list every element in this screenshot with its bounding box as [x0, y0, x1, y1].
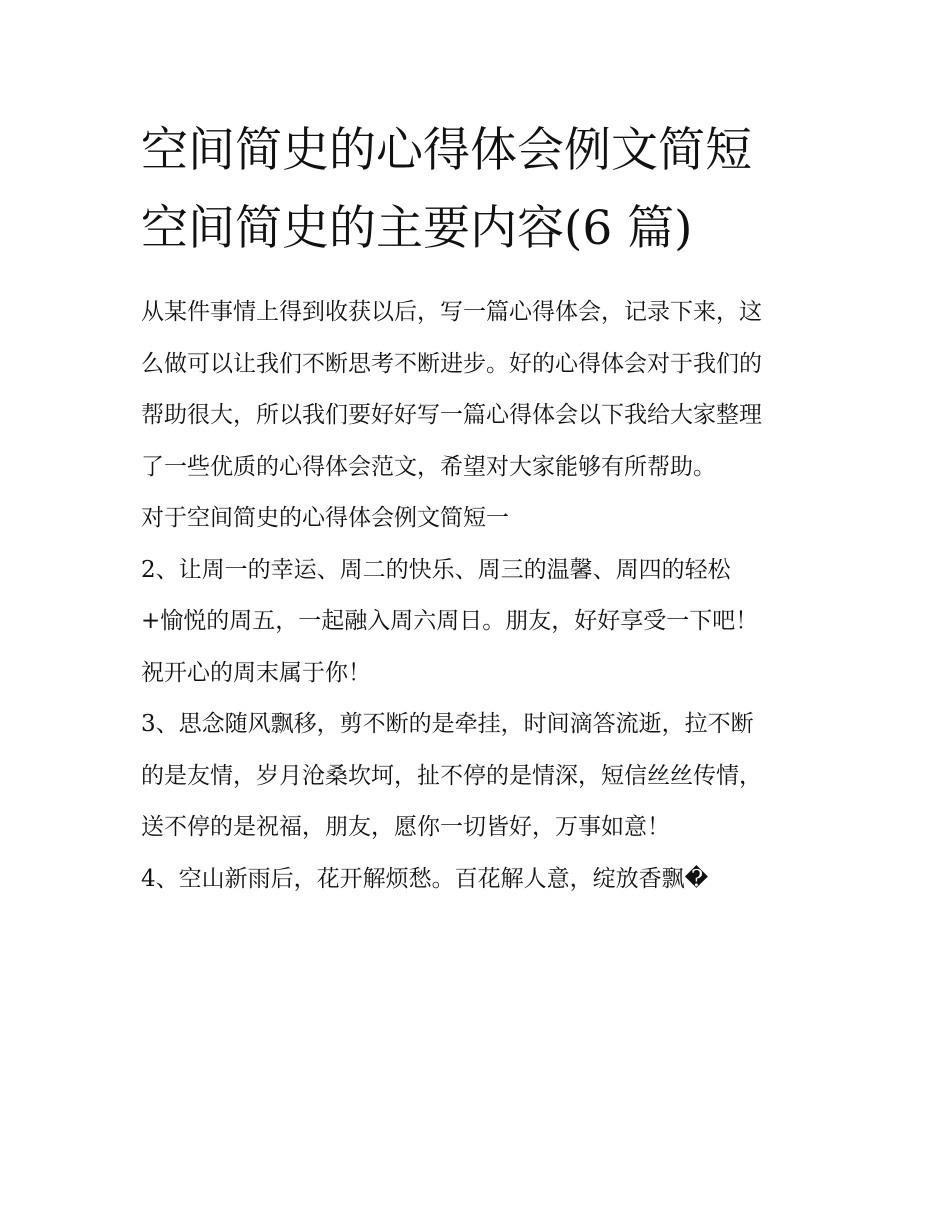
title-line-2: 空间简史的主要内容(6 篇)	[141, 201, 693, 256]
text-line: 从某件事情上得到收获以后，写一篇心得体会，记录下来，这	[141, 299, 762, 325]
text-line: 了一些优质的心得体会范文，希望对大家能够有所帮助。	[141, 453, 716, 480]
document-text	[141, 287, 821, 905]
text-line: 4、空山新雨后，花开解烦愁。百花解人意，绽放香飘�	[141, 865, 709, 892]
text-line: 么做可以让我们不断思考不断进步。好的心得体会对于我们的	[141, 350, 762, 377]
section-heading: 对于空间简史的心得体会例文简短一	[141, 505, 509, 531]
document-body	[141, 112, 821, 905]
text-line: 送不停的是祝福，朋友，愿你一切皆好，万事如意！	[141, 814, 670, 840]
text-line: +愉悦的周五，一起融入周六周日。朋友，好好享受一下吧！	[141, 608, 759, 634]
document-title	[141, 112, 821, 268]
text-line: 祝开心的周末属于你！	[141, 659, 371, 686]
text-line: 的是友情，岁月沧桑坎坷，扯不停的是情深，短信丝丝传情，	[141, 762, 762, 789]
text-line: 3、思念随风飘移，剪不断的是牵挂，时间滴答流逝，拉不断	[141, 711, 754, 737]
title-line-1: 空间简史的心得体会例文简短	[141, 123, 752, 178]
text-line: 帮助很大，所以我们要好好写一篇心得体会以下我给大家整理	[141, 402, 762, 428]
text-line: 2、让周一的幸运、周二的快乐、周三的温馨、周四的轻松	[141, 556, 731, 583]
